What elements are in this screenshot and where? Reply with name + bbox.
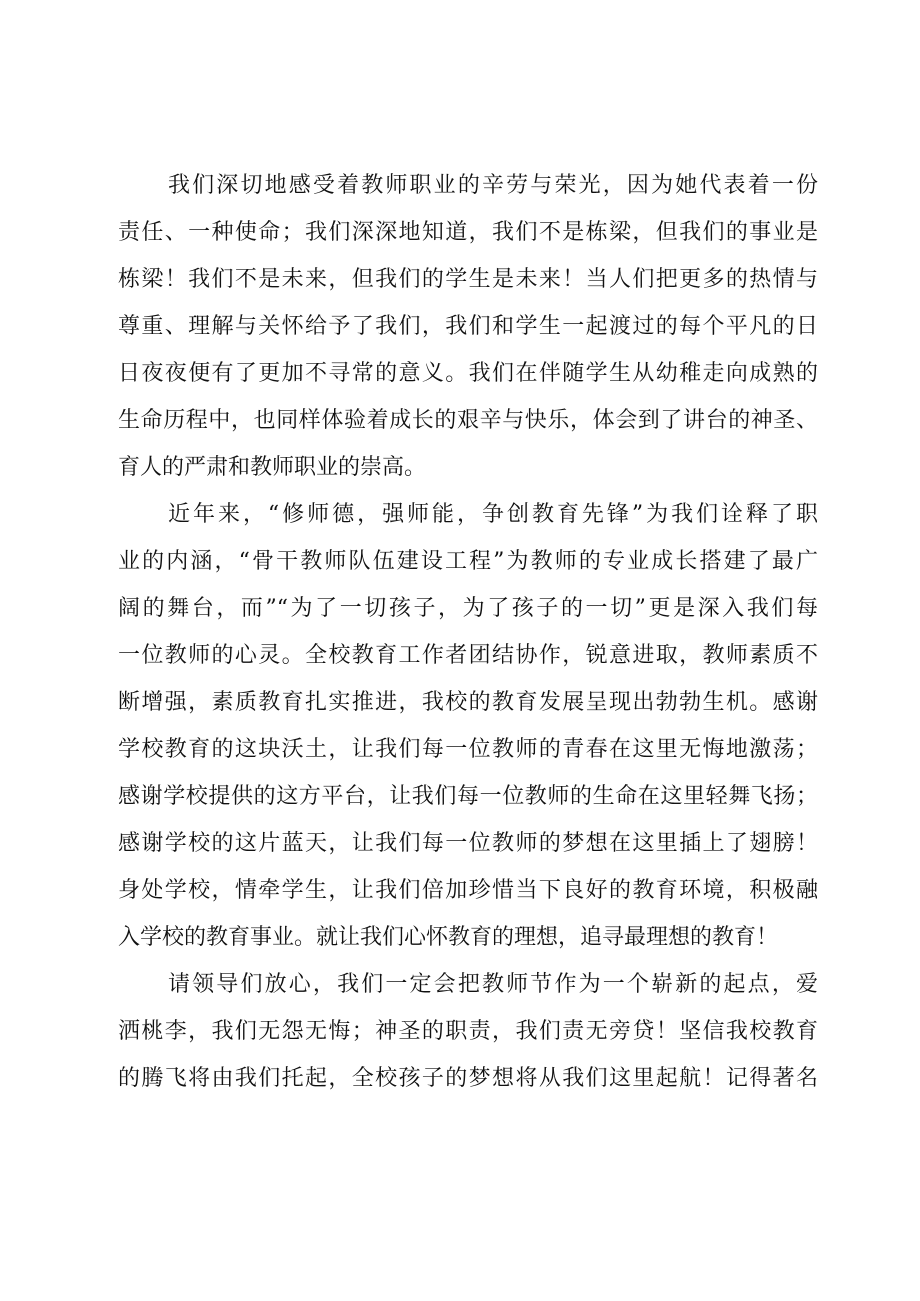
text-line: 栋梁！我们不是未来，但我们的学生是未来！当人们把更多的热情与 (118, 267, 818, 292)
text-line: 学校教育的这块沃土，让我们每一位教师的青春在这里无悔地激荡； (118, 737, 818, 762)
text-line: 责任、一种使命；我们深深地知道，我们不是栋梁，但我们的事业是 (118, 220, 818, 245)
text-line: 尊重、理解与关怀给予了我们，我们和学生一起渡过的每个平凡的日 (118, 314, 818, 339)
text-line: 感谢学校的这片蓝天，让我们每一位教师的梦想在这里插上了翅膀！ (118, 831, 818, 856)
text-line: 感谢学校提供的这方平台，让我们每一位教师的生命在这里轻舞飞扬； (118, 784, 818, 809)
text-line: 一位教师的心灵。全校教育工作者团结协作，锐意进取，教师素质不 (118, 643, 818, 668)
text-line: 入学校的教育事业。就让我们心怀教育的理想，追寻最理想的教育！ (118, 925, 779, 950)
body-text (118, 162, 818, 1102)
paragraph-2 (118, 491, 818, 961)
text-line: 日夜夜便有了更加不寻常的意义。我们在伴随学生从幼稚走向成熟的 (118, 361, 818, 386)
text-line: 的腾飞将由我们托起，全校孩子的梦想将从我们这里起航！记得著名 (118, 1066, 818, 1091)
text-line: 业的内涵，“骨干教师队伍建设工程”为教师的专业成长搭建了最广 (118, 549, 818, 574)
paragraph-3 (118, 961, 818, 1102)
text-line: 身处学校，情牵学生，让我们倍加珍惜当下良好的教育环境，积极融 (118, 878, 818, 903)
paragraph-1 (118, 162, 818, 491)
text-line: 我们深切地感受着教师职业的辛劳与荣光，因为她代表着一份 (168, 173, 818, 198)
text-line: 育人的严肃和教师职业的崇高。 (118, 455, 427, 480)
text-line: 阔的舞台，而”“为了一切孩子，为了孩子的一切”更是深入我们每 (118, 596, 818, 621)
text-line: 近年来，“修师德，强师能，争创教育先锋”为我们诠释了职 (168, 502, 818, 527)
text-line: 断增强，素质教育扎实推进，我校的教育发展呈现出勃勃生机。感谢 (118, 690, 818, 715)
text-line: 请领导们放心，我们一定会把教师节作为一个崭新的起点，爱 (168, 972, 818, 997)
text-line: 洒桃李，我们无怨无悔；神圣的职责，我们责无旁贷！坚信我校教育 (118, 1019, 818, 1044)
text-line: 生命历程中，也同样体验着成长的艰辛与快乐，体会到了讲台的神圣、 (118, 408, 818, 433)
